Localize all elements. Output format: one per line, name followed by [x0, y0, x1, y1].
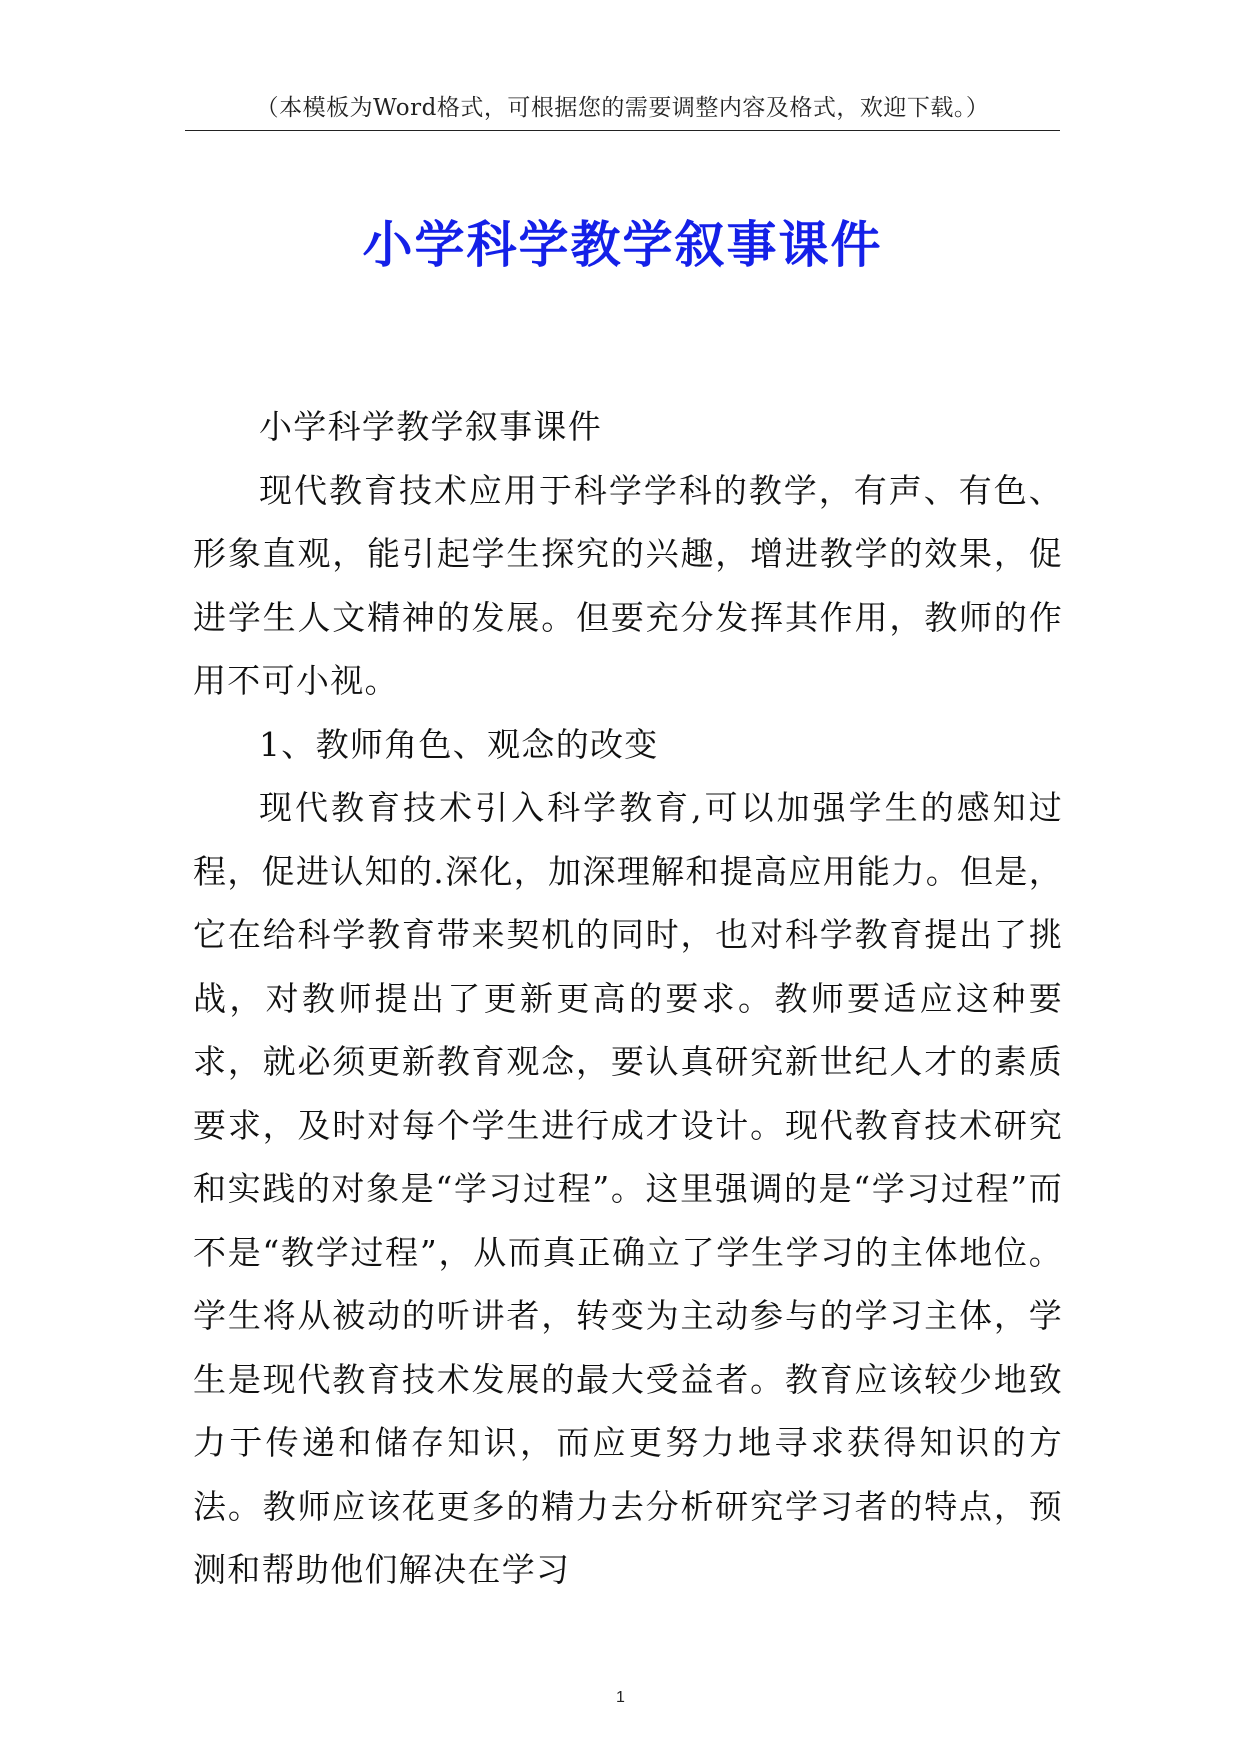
header-note: （本模板为Word格式，可根据您的需要调整内容及格式，欢迎下载。） — [255, 95, 990, 121]
header-divider — [185, 130, 1060, 131]
section-heading-1: 1、教师角色、观念的改变 — [259, 724, 659, 764]
paragraph-section-1: 现代教育技术引入科学教育,可以加强学生的感知过程，促进认知的.深化，加深理解和提高应用能力。但是，它在给科学教育带来契机的同时，也对科学教育提出了挑战，对教师提出了更新更高的要求。教师要适应这种要求，就必须更新教育观念，要认真研究新世纪人才的素质要求，及时对每个学生进行成才设计。现代教育技术研究和实践的对象是“学习过程”。这里强调的是“学习过程”而不是“教学过程”，从而真正确立了学生学习的主体地位。学生将从被动的听讲者，转变为主动参与的学习主体，学生是现代教育技术发展的最大受益者。教育应该较少地致力于传递和储存知识，而应更努力地寻求获得知识的方法。教师应该花更多的精力去分析研究学习者的特点，预测和帮助他们解决在学习 — [193, 788, 1063, 1589]
paragraph-intro: 现代教育技术应用于科学学科的教学，有声、有色、形象直观，能引起学生探究的兴趣，增进教学的效果，促进学生人文精神的发展。但要充分发挥其作用，教师的作用不可小视。 — [193, 470, 1063, 700]
paragraph-subtitle: 小学科学教学叙事课件 — [259, 407, 602, 446]
document-body — [193, 395, 1063, 1602]
document-title: 小学科学教学叙事课件 — [362, 215, 883, 274]
page-number: 1 — [616, 1689, 625, 1706]
